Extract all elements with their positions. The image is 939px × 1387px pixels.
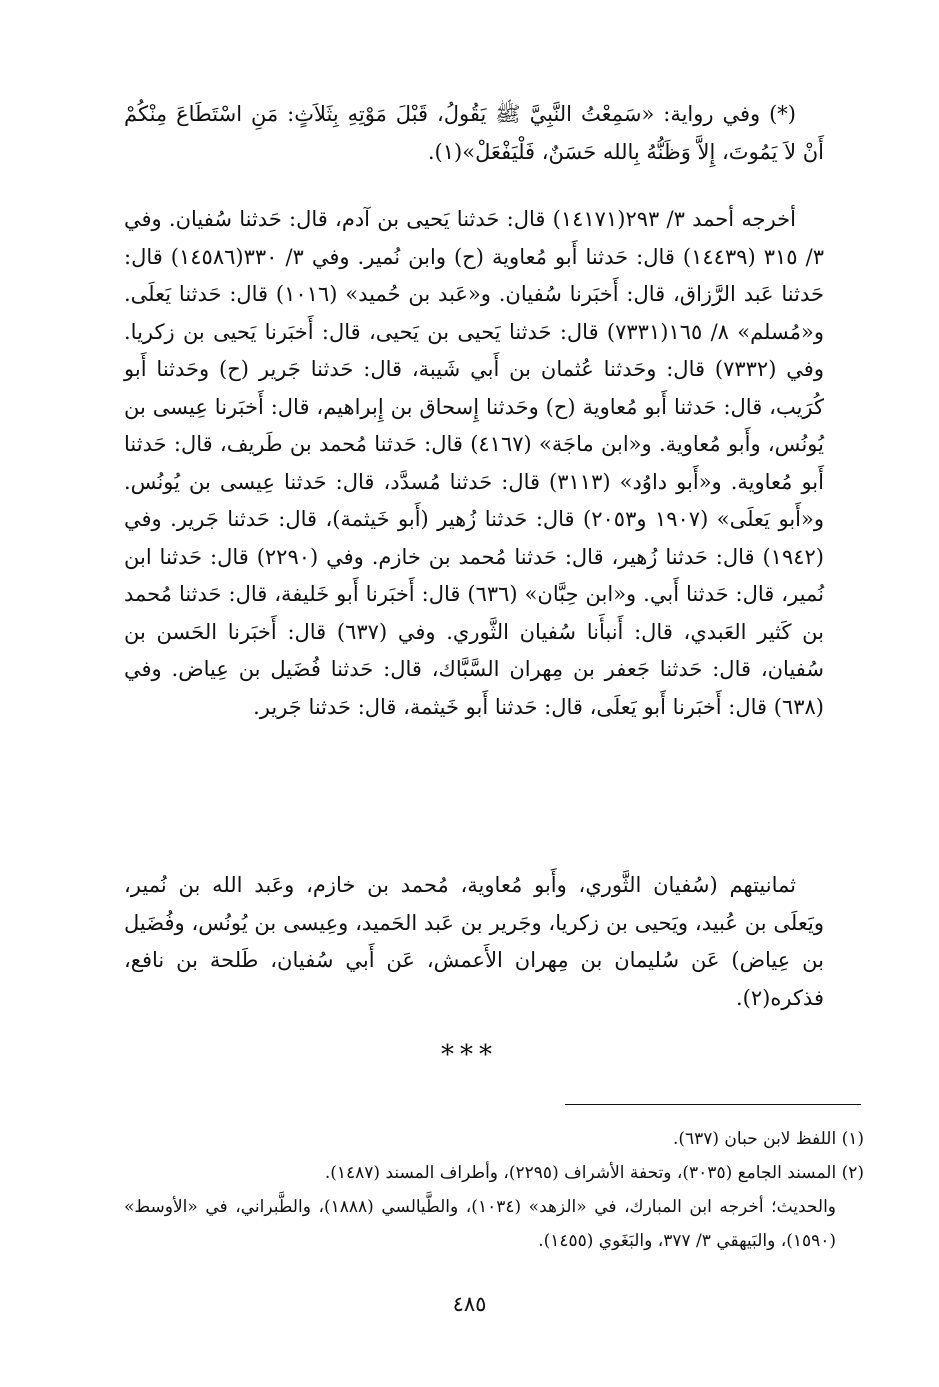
footnote-1: (١) اللفظ لابن حبان (٦٣٧). <box>672 1129 864 1149</box>
footnotes <box>124 1122 864 1258</box>
paragraph-text: أخرجه أحمد ٣/ ٢٩٣(١٤١٧١) قال: حَدثنا يَحيى بن آدم، قال: حَدثنا سُفيان. وفي ٣/ ٣١٥ (١٤٤٣٩) قال: حَدثنا أَبو مُعاوية (ح) وابن نُمير. وفي ٣/ ٣٣٠(١٤٥٨٦) قال: حَدثنا عَبد الرَّزاق، قال: أَخبَرنا سُفيان. و«عَبد بن حُميد» (١٠١٦) قال: حَدثنا يَعلَى. و«مُسلم» ٨/ ١٦٥(٧٣٣١) قال: حَدثنا يَحيى بن يَحيى، قال: أَخبَرنا يَحيى بن زكريا. وفي (٧٣٣٢) قال: وحَدثنا عُثمان بن أَبي شَيبة، قال: حَدثنا جَرير (ح) وحَدثنا أَبو كُرَيب، قال: حَدثنا أَبو مُعاوية (ح) وحَدثنا إِسحاق بن إِبراهيم، قال: أَخبَرنا عِيسى بن يُونُس، وأَبو مُعاوية. و«ابن ماجَة» (٤١٦٧) قال: حَدثنا مُحمد بن طَريف، قال: حَدثنا أَبو مُعاوية. و«أَبو داوُد» (٣١١٣) قال: حَدثنا مُسدَّد، قال: حَدثنا عِيسى بن يُونُس. و«أَبو يَعلَى» (١٩٠٧ و٢٠٥٣) قال: حَدثنا زُهير (أَبو خَيثمة)، قال: حَدثنا جَرير. وفي (١٩٤٢) قال: حَدثنا زُهير، قال: حَدثنا مُحمد بن خازم. وفي (٢٢٩٠) قال: حَدثنا ابن نُمير، قال: حَدثنا أَبي. و«ابن حِبَّان» (٦٣٦) قال: أَخبَرنا أَبو خَليفة، قال: حَدثنا مُحمد بن كَثير العَبدي، قال: أَنبأَنا سُفيان الثَّوري. وفي (٦٣٧) قال: أَخبَرنا الحَسن بن سُفيان، قال: حَدثنا جَعفر بن مِهران السَّبَّاك، قال: حَدثنا فُضَيل بن عِياض. وفي (٦٣٨) قال: أَخبَرنا أَبو يَعلَى، قال: حَدثنا أَبو خَيثمة، قال: حَدثنا جَرير. <box>124 207 824 719</box>
page-number: ٤٨٥ <box>452 1292 487 1316</box>
paragraph-text: (*) وفي رواية: «سَمِعْتُ النَّبِيَّ ﷺ يَقُولُ، قَبْلَ مَوْتِهِ بِثَلاَثٍ: مَنِ اسْتَطَاعَ مِنْكُمْ أَنْ لاَ يَمُوتَ، إِلاَّ وَظَنُّهُ بِالله حَسَنٌ، فَلْيَفْعَلْ»(١). <box>124 102 824 164</box>
section-separator: *** <box>441 1040 498 1070</box>
paragraph-narrators-summary <box>124 867 824 1017</box>
paragraph-takhrij <box>124 201 824 726</box>
footnote-divider <box>565 1104 861 1105</box>
paragraph-text: ثمانيتهم (سُفيان الثَّوري، وأَبو مُعاوية، مُحمد بن خازم، وعَبد الله بن نُمير، ويَعلَى بن عُبيد، ويَحيى بن زكريا، وجَرير بن عَبد الحَميد، وعِيسى بن يُونُس، وفُضَيل بن عِياض) عَن سُليمان بن مِهران الأَعمش، عَن أَبي سُفيان، طَلحة بن نافع، فذكره(٢). <box>124 873 824 1010</box>
paragraph-variant-narration <box>124 96 824 171</box>
footnote-2-continuation: والحديث؛ أخرجه ابن المبارك، في «الزهد» (١٠٣٤)، والطَّيالسي (١٨٨٨)، والطَّبراني، في «الأوسط» (١٥٩٠)، والبَيهقي ٣/ ٣٧٧، والبَغَوي (١٤٥٥). <box>124 1197 836 1251</box>
footnote-2: (٢) المسند الجامع (٣٠٣٥)، وتحفة الأشراف (٢٢٩٥)، وأطراف المسند (١٤٨٧). <box>324 1163 864 1183</box>
